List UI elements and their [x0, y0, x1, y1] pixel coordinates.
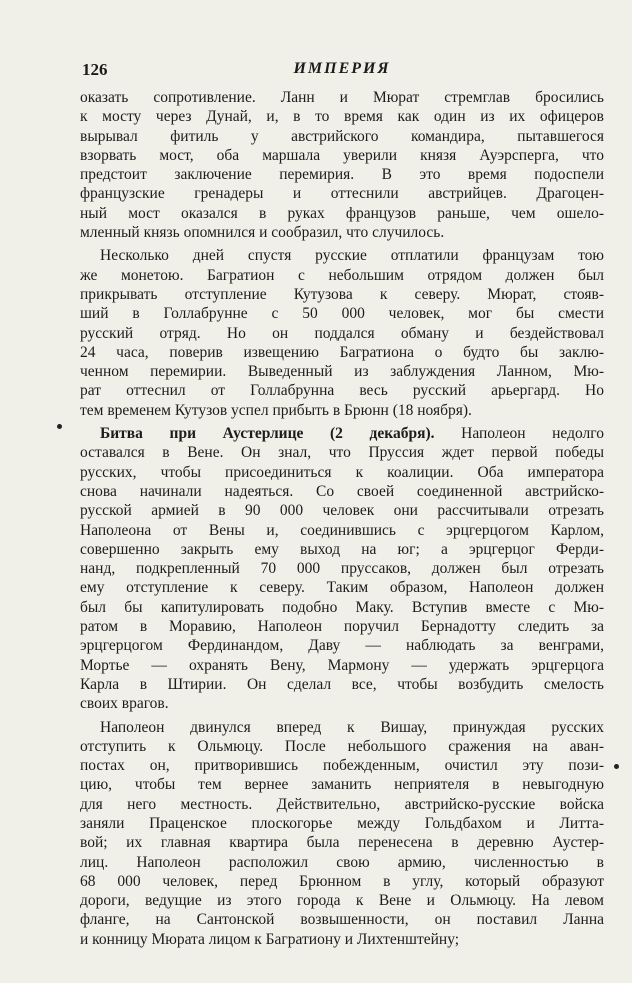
body-text	[80, 88, 604, 949]
text-line: нанд, подкрепленный 70 000 пруссаков, должен был отрезать	[80, 560, 604, 578]
text-line: оказать сопротивление. Ланн и Мюрат стремглав бросились	[80, 89, 604, 106]
paragraph	[80, 246, 604, 420]
text-line: же монетою. Багратион с небольшим отрядом должен был	[80, 266, 604, 284]
margin-dot-mark	[614, 764, 619, 769]
text-line: ему отступление к северу. Таким образом, Наполеон должен	[80, 579, 604, 597]
text-line: Несколько дней спустя русские отплатили французам тою	[100, 247, 604, 265]
text-line: Карла в Штирии. Он сделал все, чтобы возбудить смелость	[80, 675, 604, 693]
text-line: мленный князь опомнился и сообразил, что случилось.	[80, 224, 445, 242]
text-line: прикрывать отступление Кутузова к северу. Мюрат, стояв-	[80, 285, 604, 303]
paragraph	[80, 424, 604, 713]
text-line: вой; их главная квартира была перенесена в деревню Аустер-	[80, 834, 604, 852]
text-line: цию, чтобы тем вернее заманить неприятеля в невыгодную	[80, 776, 604, 794]
paragraph	[80, 88, 604, 242]
text-line: снова начинали надеяться. Со своей соединенной австрийско-	[80, 482, 604, 500]
text-line: и конницу Мюрата лицом к Багратиону и Лихтенштейну;	[80, 930, 460, 948]
text-line: Мортье — охранять Вену, Мармону — удержать эрцгерцога	[80, 656, 604, 674]
running-title: ИМПЕРИЯ	[293, 60, 391, 77]
section-heading: Битва при Аустерлице (2 декабря).	[100, 425, 435, 443]
text-line: взорвать мост, оба маршала уверили князя Ауэрсперга, что	[80, 146, 604, 164]
text-line: эрцгерцогом Фердинандом, Даву — наблюдать за венграми,	[80, 637, 604, 655]
text-line: ший в Голлабрунне с 50 000 человек, мог бы смести	[80, 305, 604, 323]
text-line: вырывал фитиль у австрийского командира, пытавшегося	[80, 127, 604, 145]
text-line: русской армией в 90 000 человек они рассчитывали отрезать	[80, 502, 604, 520]
text-line: ченном перемирии. Выведенный из заблуждения Ланном, Мю-	[80, 363, 604, 381]
page-number: 126	[82, 60, 108, 79]
page-header	[82, 60, 602, 86]
text-line: предстоит заключение перемирия. В это время подоспели	[80, 166, 604, 184]
text-line: рат оттеснил от Голлабрунна весь русский арьергард. Но	[80, 382, 604, 400]
text-line: тем временем Кутузов успел прибыть в Брюнн (18 ноября).	[80, 401, 472, 419]
text-line: постах он, притворившись побежденным, очистил эту пози-	[80, 757, 604, 775]
text-line: оставался в Вене. Он знал, что Пруссия ждет первой победы	[80, 444, 604, 462]
text-line: русских, чтобы присоединиться к коалиции. Оба императора	[80, 463, 604, 481]
text-line: был бы капитулировать подобно Маку. Вступив вместе с Мю-	[80, 598, 604, 616]
text-line: русский отряд. Но он поддался обману и бездействовал	[80, 324, 604, 342]
text-line: Наполеона от Вены и, соединившись с эрцгерцогом Карлом,	[80, 521, 604, 539]
text-line: лиц. Наполеон расположил свою армию, численностью в	[80, 853, 604, 871]
margin-dot-mark	[57, 424, 62, 429]
text-line: для него местность. Действительно, австрийско-русские войска	[80, 795, 604, 813]
text-line: к мосту через Дунай, и, в то время как один из их офицеров	[80, 108, 604, 126]
text-line-rest: Наполеон недолго	[434, 425, 604, 443]
text-line: 24 часа, поверив извещению Багратиона о будто бы заклю-	[80, 343, 604, 361]
text-line: своих врагов.	[80, 695, 169, 713]
text-line: Наполеон двинулся вперед к Вишау, принуждая русских	[100, 718, 604, 736]
text-line: дороги, ведущие из этого города к Вене и Ольмюцу. На левом	[80, 892, 604, 910]
text-line: французские гренадеры и оттеснили австрийцев. Драгоцен-	[80, 185, 604, 203]
text-line: 68 000 человек, перед Брюнном в углу, который образуют	[80, 872, 604, 890]
paragraph	[80, 718, 604, 950]
text-line: совершенно закрыть ему выход на юг; а эрцгерцог Ферди-	[80, 540, 604, 558]
text-line: заняли Праценское плоскогорье между Гольдбахом и Литта-	[80, 814, 604, 832]
text-line	[80, 424, 604, 443]
text-line: ратом в Моравию, Наполеон поручил Бернадотту следить за	[80, 618, 604, 636]
text-line: ный мост оказался в руках французов раньше, чем ошело-	[80, 204, 604, 222]
text-line: отступить к Ольмюцу. После небольшого сражения на аван-	[80, 737, 604, 755]
text-line: фланге, на Сантонской возвышенности, он поставил Ланна	[80, 911, 604, 929]
